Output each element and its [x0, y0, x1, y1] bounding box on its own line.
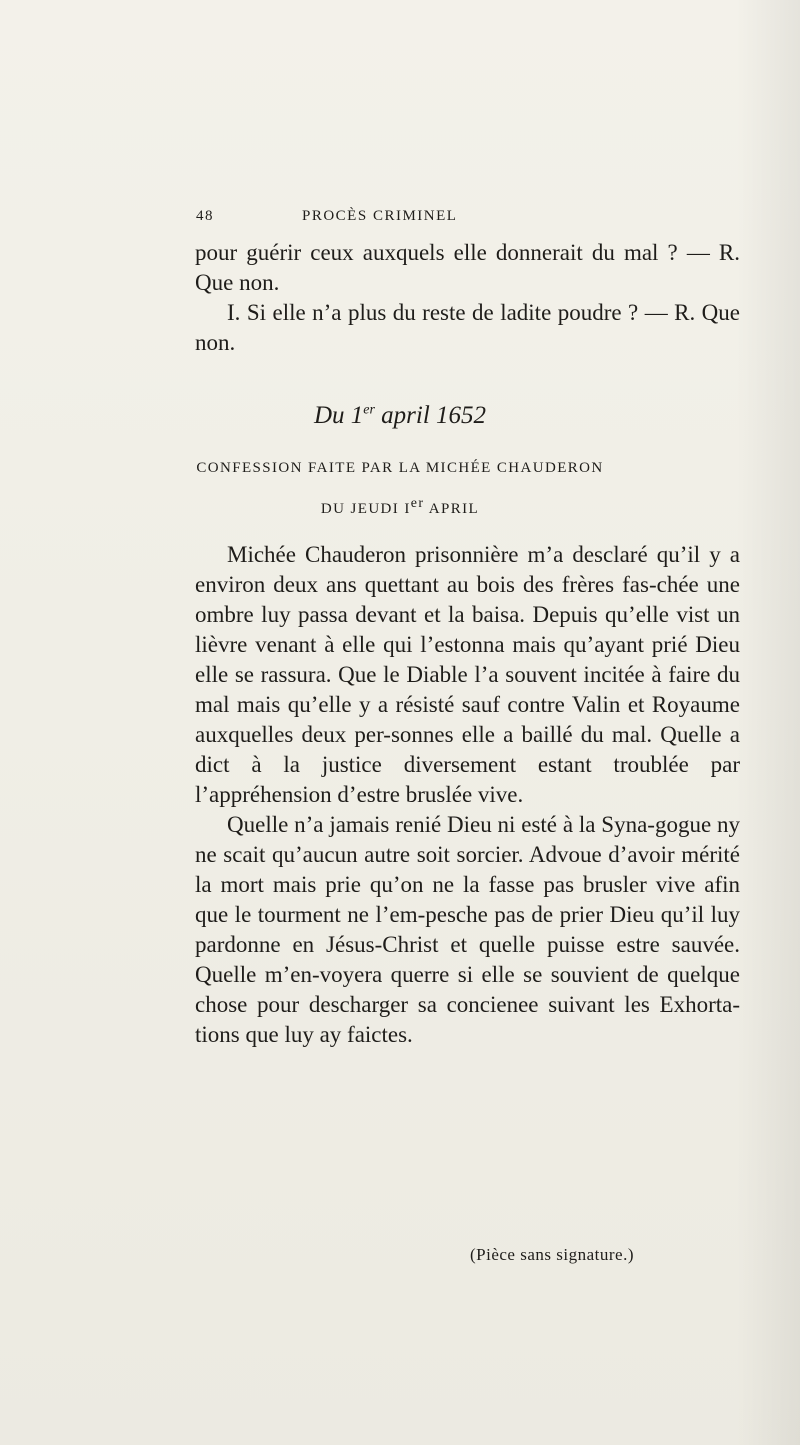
date-heading-prefix: Du 1: [313, 402, 364, 429]
confession-text: [195, 540, 740, 1050]
intro-paragraph-2: I. Si elle n’a plus du reste de ladite poudre ? — R. Que non.: [195, 300, 740, 355]
running-head: [0, 208, 800, 228]
confession-paragraph-1: Michée Chauderon prisonnière m’a desclaré qu’il y a environ deux ans quettant au bois des frères fas-chée une ombre luy passa devant et la baisa. Depuis qu’elle vist un lièvre venant à elle qui l’estonna mais qu’ayant prié Dieu elle se rassura. Que le Diable l’a souvent incitée à faire du mal mais qu’elle y a résisté sauf contre Valin et Royaume auxquelles deux per-sonnes elle a baillé du mal. Quelle a dict à la justice diversement estant troublée par l’appréhension d’estre bruslée vive.: [195, 542, 740, 807]
confession-title-line-2-prefix: DU JEUDI I: [320, 501, 411, 517]
date-heading-suffix: april 1652: [374, 402, 487, 429]
date-heading-superscript: er: [363, 402, 375, 418]
confession-title-line-2: [0, 486, 800, 527]
signature-note: (Pièce sans signature.): [470, 1245, 634, 1264]
intro-paragraph-1: pour guérir ceux auxquels elle donnerait du mal ? — R. Que non.: [195, 240, 740, 295]
date-heading: [0, 402, 800, 430]
intro-text: [195, 238, 740, 358]
page-number: 48: [196, 208, 214, 224]
confession-title: [0, 451, 800, 527]
confession-paragraph-2: Quelle n’a jamais renié Dieu ni esté à la Syna-gogue ny ne scait qu’aucun autre soit sorcier. Advoue d’avoir mérité la mort mais prie qu’on ne la fasse pas brusler vive afin que le tourment ne l’em-pesche pas de prier Dieu qu’il luy pardonne en Jésus-Christ et quelle puisse estre sauvée. Quelle m’en-voyera querre si elle se souvient de quelque chose pour descharger sa concienee suivant les Exhorta-tions que luy ay faictes.: [195, 812, 740, 1047]
running-head-title: PROCÈS CRIMINEL: [302, 208, 458, 224]
confession-title-line-1: CONFESSION FAITE PAR LA MICHÉE CHAUDERON: [196, 460, 604, 476]
confession-title-line-2-suffix: APRIL: [424, 501, 480, 517]
confession-title-line-2-superscript: er: [410, 496, 425, 511]
